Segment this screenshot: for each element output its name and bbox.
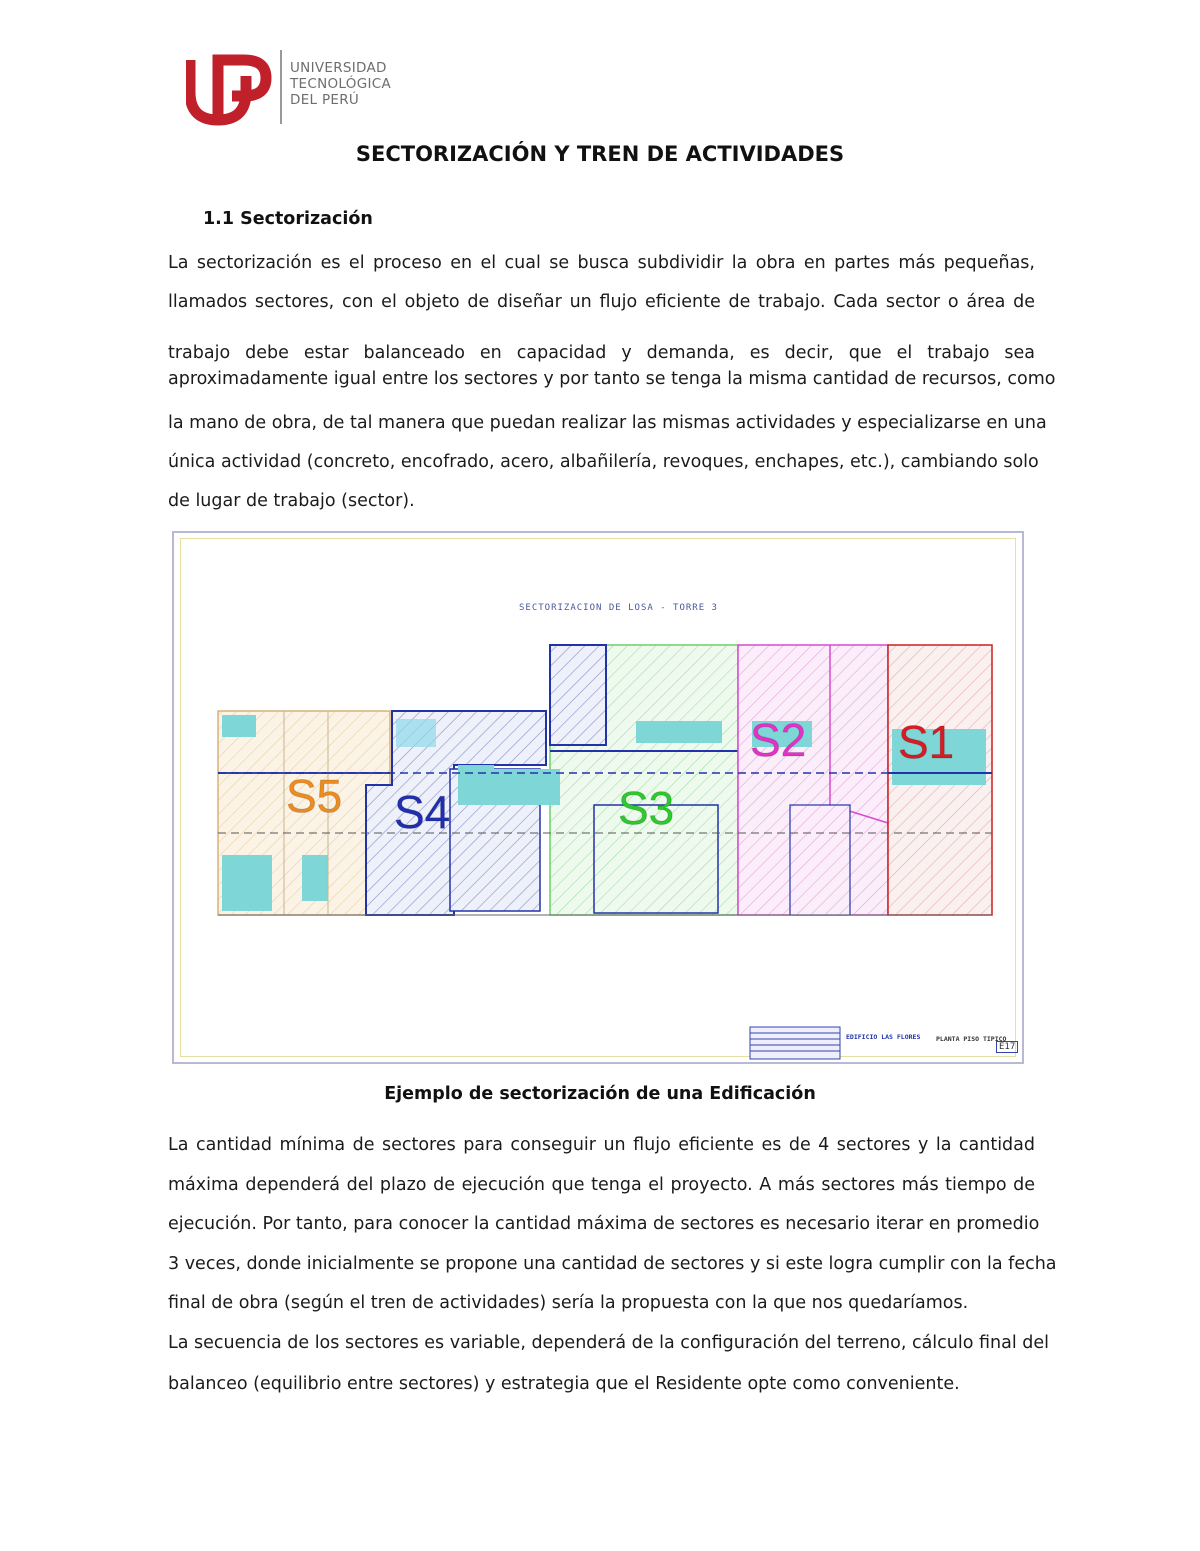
- paragraph-sector-count: [168, 1126, 1057, 1323]
- paragraph-sequence: [168, 1324, 1050, 1404]
- titleblock-sheet-name: PLANTA PISO TIPICO: [936, 1035, 1007, 1043]
- utp-logo-mark: [186, 46, 272, 126]
- paragraph-intro-cont: [168, 334, 1056, 521]
- sectorization-figure: [172, 531, 1024, 1064]
- titleblock-sheet-code: E17: [996, 1041, 1018, 1053]
- logo-wordmark: [290, 60, 391, 108]
- text-line: única actividad (concreto, encofrado, acero, albañilería, revoques, enchapes, etc.), cambiando solo: [168, 452, 1039, 472]
- text-line: balanceo (equilibrio entre sectores) y estrategia que el Residente opte como conveniente.: [168, 1374, 960, 1394]
- text-line: aproximadamente igual entre los sectores y por tanto se tenga la misma cantidad de recursos, como: [168, 369, 1056, 389]
- titleblock-lines: [750, 1027, 840, 1059]
- logo-line-2: TECNOLÓGICA: [290, 76, 391, 92]
- sector-label-s1: S1: [898, 716, 955, 768]
- sector-label-s3: S3: [618, 782, 675, 834]
- text-line: 3 veces, donde inicialmente se propone una cantidad de sectores y si este logra cumplir con la fecha: [168, 1254, 1057, 1274]
- logo-line-3: DEL PERÚ: [290, 92, 360, 108]
- sector-label-s5: S5: [286, 770, 343, 822]
- text-line: de lugar de trabajo (sector).: [168, 491, 415, 511]
- section-heading: 1.1 Sectorización: [203, 209, 373, 229]
- logo-divider: [280, 50, 282, 124]
- document-title: SECTORIZACIÓN Y TREN DE ACTIVIDADES: [355, 142, 845, 166]
- sector-label-s4: S4: [394, 786, 451, 838]
- sector-label-s2: S2: [750, 714, 807, 766]
- text-line: ejecución. Por tanto, para conocer la cantidad máxima de sectores es necesario iterar en promedio: [168, 1214, 1040, 1234]
- text-line: trabajo debe estar balanceado en capacidad y demanda, es decir, que el trabajo sea: [168, 343, 1035, 363]
- titleblock-project: EDIFICIO LAS FLORES: [846, 1033, 921, 1041]
- logo-line-1: UNIVERSIDAD: [290, 60, 387, 76]
- plan-title: SECTORIZACION DE LOSA - TORRE 3: [519, 603, 718, 613]
- text-line: la mano de obra, de tal manera que puedan realizar las mismas actividades y especializarse en una: [168, 413, 1047, 433]
- university-logo: [186, 46, 416, 126]
- text-line: final de obra (según el tren de actividades) sería la propuesta con la que nos quedaríamos.: [168, 1293, 969, 1313]
- text-line: La cantidad mínima de sectores para conseguir un flujo eficiente es de 4 sectores y la cantidad: [168, 1135, 1035, 1155]
- paragraph-intro: [168, 244, 1035, 322]
- figure-caption: Ejemplo de sectorización de una Edificación: [384, 1084, 816, 1104]
- text-line: máxima dependerá del plazo de ejecución que tenga el proyecto. A más sectores más tiempo de: [168, 1175, 1035, 1195]
- text-line: La sectorización es el proceso en el cual se busca subdividir la obra en partes más pequeñas,: [168, 253, 1035, 273]
- text-line: La secuencia de los sectores es variable, dependerá de la configuración del terreno, cálculo final del: [168, 1333, 1050, 1353]
- text-line: llamados sectores, con el objeto de diseñar un flujo eficiente de trabajo. Cada sector o área de: [168, 292, 1035, 312]
